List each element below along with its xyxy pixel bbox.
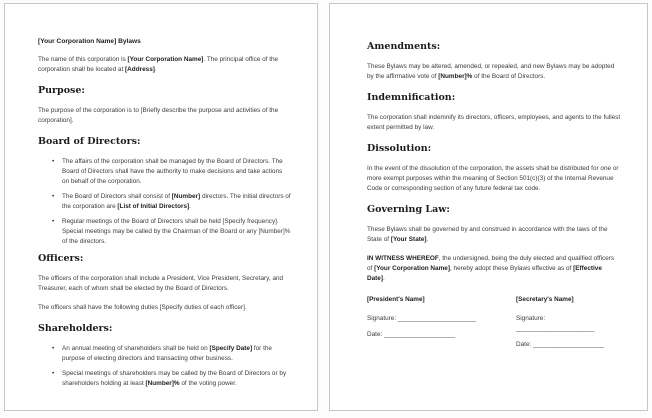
indemnification-paragraph: The corporation shall indemnify its directors, officers, employees, and agents to the fullest extent permitted by law. [367, 114, 621, 131]
governing-law-heading: Governing Law: [367, 204, 450, 215]
dissolution-paragraph: In the event of the dissolution of the corporation, the assets shall be distributed for one or more exempt purposes within the meaning of Section 501(c)(3) of the Internal Revenue Code or corresponding section of any future federal tax code. [367, 165, 619, 192]
amendments-text: of the Board of Directors. [472, 73, 546, 80]
bylaws-page-2 [329, 3, 648, 411]
bullet-text: Special meetings of shareholders may be called by the Board of Directors or by shareholders holding at least [62, 370, 287, 387]
bylaws-page-1 [4, 3, 318, 411]
in-witness-whereof-text: IN WITNESS WHEREOF [367, 255, 439, 262]
page-1-content [5, 4, 317, 389]
president-name: [President's Name] [367, 296, 425, 303]
corporation-name-placeholder: [Your Corporation Name] [127, 56, 204, 63]
purpose-paragraph: The purpose of the corporation is to [Briefly describe the purpose and activities of the corporation]. [38, 107, 279, 124]
bullet-text: for the purpose of electing directors and transacting other business. [62, 345, 272, 362]
amendments-paragraph [367, 62, 621, 82]
bullet-item [62, 157, 291, 187]
bullet-item [62, 192, 291, 212]
number-percent-placeholder: [Number]% [145, 380, 180, 387]
intro-text: The name of this corporation is [38, 56, 128, 63]
president-signature-line: Signature: ______________________ [367, 315, 477, 322]
amendments-heading: Amendments: [367, 41, 441, 52]
president-signature-block [367, 295, 516, 356]
intro-paragraph [38, 55, 291, 75]
shareholders-heading: Shareholders: [38, 323, 113, 334]
intro-text: . [154, 66, 157, 73]
signature-block [367, 295, 621, 356]
witness-text: , hereby adopt these Bylaws effective as of [449, 265, 574, 272]
shareholders-bullet-list [38, 344, 291, 389]
bullet-text: An annual meeting of shareholders shall be held on [62, 345, 210, 352]
document-title: [Your Corporation Name] Bylaws [38, 38, 141, 45]
president-date-line: Date: ____________________ [367, 331, 456, 338]
bullet-text: . [189, 203, 191, 210]
governing-law-paragraph [367, 225, 621, 245]
intro-text: . The principal office of the corporation shall be located at [38, 56, 279, 73]
page-2-content [330, 4, 647, 356]
number-percent-placeholder: [Number]% [438, 73, 473, 80]
effective-date-placeholder: [Effective Date] [367, 265, 602, 282]
bullet-text: of the voting power. [179, 380, 237, 387]
bullet-text: The Board of Directors shall consist of [62, 193, 172, 200]
number-placeholder: [Number] [171, 193, 201, 200]
bullet-text: Regular meetings of the Board of Directors shall be held [Specify frequency]. Special meetings may be called by the Chairman of the Board or any [Number]% of the directors. [62, 218, 291, 245]
secretary-signature-line: Signature: ______________________ [516, 315, 595, 332]
governing-law-text: . [426, 236, 429, 243]
address-placeholder: [Address] [125, 66, 155, 73]
board-bullet-list [38, 157, 291, 247]
dissolution-heading: Dissolution: [367, 143, 432, 154]
board-of-directors-heading: Board of Directors: [38, 136, 141, 147]
secretary-name: [Secretary's Name] [516, 296, 574, 303]
officers-paragraph-1: The officers of the corporation shall include a President, Vice President, Secretary, and Treasurer, each of whom shall be elected by the Board of Directors. [38, 275, 284, 292]
corporation-name-placeholder: [Your Corporation Name] [374, 265, 450, 272]
witness-text: . [382, 275, 385, 282]
bullet-item [62, 369, 291, 389]
bullet-text: The affairs of the corporation shall be managed by the Board of Directors. The Board of Directors shall have the authority to make decisions and take actions on behalf of the corporation. [62, 158, 283, 185]
bullet-item [62, 344, 291, 364]
amendments-text: These Bylaws may be altered, amended, or repealed, and new Bylaws may be adopted by the affirmative vote of [367, 63, 615, 80]
your-state-placeholder: [Your State] [390, 236, 427, 243]
secretary-signature-block [516, 295, 621, 356]
governing-law-text: These Bylaws shall be governed by and construed in accordance with the laws of the State of [367, 226, 608, 243]
officers-heading: Officers: [38, 253, 84, 264]
bullet-item [62, 217, 291, 247]
witness-paragraph [367, 254, 621, 284]
indemnification-heading: Indemnification: [367, 92, 456, 103]
secretary-date-line: Date: ____________________ [516, 341, 605, 348]
initial-directors-placeholder: [List of Initial Directors] [117, 203, 190, 210]
officers-paragraph-2: The officers shall have the following duties [Specify duties of each officer]. [38, 304, 247, 311]
purpose-heading: Purpose: [38, 85, 85, 96]
bullet-text: directors. The initial directors of the corporation are [62, 193, 291, 210]
specify-date-placeholder: [Specify Date] [209, 345, 253, 352]
witness-text: , the undersigned, being the duly elected and qualified officers of [367, 255, 615, 272]
